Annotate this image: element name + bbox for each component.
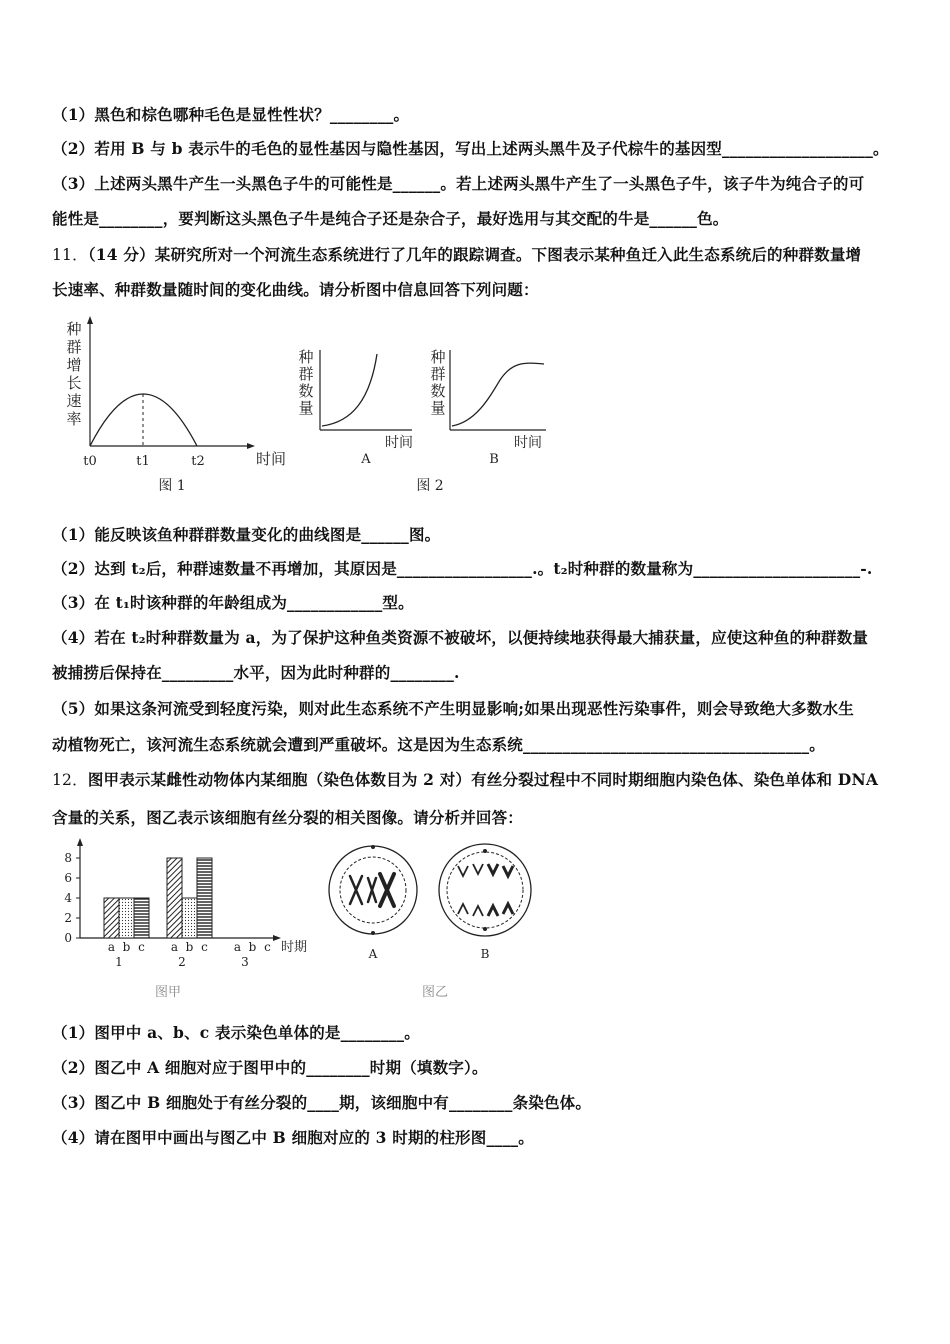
q11-sub3: （3）在 t₁时该种群的年龄组成为____________型。 (52, 593, 414, 612)
fig1-ylabel-char: 率 (66, 410, 82, 428)
q11-intro-text: （14 分）某研究所对一个河流生态系统进行了几年的跟踪调查。下图表示某种鱼迁入此生态系统后的种群数量增 (87, 245, 862, 264)
fig1-ylabel-char: 种 (66, 320, 82, 338)
fig1-y-arrow (87, 316, 93, 324)
jia-bar-a-period-2 (167, 858, 182, 938)
jia-x-label: 时期 (281, 940, 308, 955)
jia-bar-b-period-2 (182, 898, 197, 938)
q11-sub1: （1）能反映该鱼种群群数量变化的曲线图是______图。 (52, 525, 441, 544)
jia-category-label: 1 (115, 955, 123, 969)
cell-b-spindle (447, 852, 523, 928)
fig2b-x-label: 时间 (514, 435, 542, 451)
fig1-x-label: 时间 (256, 450, 287, 468)
fig1-tick-t2: t2 (191, 454, 205, 469)
fig1-x-arrow (247, 443, 255, 449)
yi-cell-b (439, 844, 531, 961)
q12-figure-jia-chart (55, 838, 330, 1008)
fig2b-s-curve (452, 363, 544, 426)
jia-caption: 图甲 (154, 985, 182, 1000)
fig1-ylabel-char: 长 (66, 374, 82, 392)
fig1-tick-t0: t0 (83, 454, 97, 469)
jia-series-label: b (248, 940, 257, 954)
fig2b-ylabel-char: 量 (430, 399, 446, 417)
jia-series-label: a (170, 940, 179, 954)
jia-bar-c-period-1 (134, 898, 149, 938)
fig2b-ylabel-char: 数 (430, 382, 446, 400)
q11-intro-line2: 长速率、种群数量随时间的变化曲线。请分析图中信息回答下列问题： (52, 280, 539, 299)
fig1-ylabel-char: 群 (66, 338, 82, 356)
jia-category-label: 3 (241, 955, 249, 969)
q11-sub4-line1: （4）若在 t₂时种群数量为 a，为了保护这种鱼类资源不被破坏，以便持续地获得最大捕获量，应使这种鱼的种群数量 (52, 628, 869, 647)
jia-x-arrow (273, 935, 281, 941)
q12-intro-line1 (52, 768, 878, 790)
q11-figure-2 (290, 340, 560, 505)
fig2a-x-label: 时间 (385, 435, 413, 451)
cell-a-centriole (371, 845, 375, 849)
jia-bar-c-period-2 (197, 858, 212, 938)
cell-b-label: B (480, 947, 490, 961)
jia-y-arrow (77, 838, 83, 846)
q11-sub2: （2）达到 t₂后，种群速数量不再增加，其原因是_________________.。t₂时种群的数量称为_____________________-. (52, 559, 873, 578)
yi-caption: 图乙 (421, 985, 449, 1000)
jia-series-label: c (264, 940, 271, 954)
jia-series-label: c (138, 940, 145, 954)
q12-intro-line2: 含量的关系，图乙表示该细胞有丝分裂的相关图像。请分析并回答： (52, 808, 524, 827)
jia-y-tick-label: 0 (64, 931, 72, 945)
jia-y-tick-label: 2 (64, 911, 72, 925)
q12-sub2: （2）图乙中 A 细胞对应于图甲中的________时期（填数字）。 (52, 1058, 488, 1077)
jia-series-label: c (201, 940, 208, 954)
cell-b-centriole (483, 927, 487, 931)
fig2b-ylabel-char: 种 (430, 348, 446, 366)
jia-bar-b-period-1 (119, 898, 134, 938)
fig1-ylabel-char: 增 (66, 356, 82, 374)
q12-number: 12． (52, 771, 88, 789)
fig2a-ylabel-char: 数 (298, 382, 314, 400)
q11-sub4-line2: 被捕捞后保持在_________水平，因为此时种群的________. (52, 663, 460, 682)
q12-sub1: （1）图甲中 a、b、c 表示染色单体的是________。 (52, 1023, 420, 1042)
q11-figure-1 (60, 312, 300, 502)
q10-sub3-line1: （3）上述两头黑牛产生一头黑色子牛的可能性是______。若上述两头黑牛产生了一头黑色子牛，该子牛为纯合子的可 (52, 174, 865, 193)
fig2a-ylabel-char: 量 (298, 399, 314, 417)
jia-series-label: b (122, 940, 131, 954)
q12-sub4: （4）请在图甲中画出与图乙中 B 细胞对应的 3 时期的柱形图____。 (52, 1128, 534, 1147)
jia-series-label: a (233, 940, 242, 954)
fig1-tick-t1: t1 (136, 454, 150, 469)
fig1-caption: 图 1 (158, 478, 186, 494)
jia-y-tick-label: 4 (64, 891, 72, 905)
fig2-caption: 图 2 (416, 478, 444, 494)
cell-b-membrane (439, 844, 531, 936)
q12-sub3: （3）图乙中 B 细胞处于有丝分裂的____期，该细胞中有________条染色体。 (52, 1093, 592, 1112)
fig2-panel-b (430, 348, 546, 467)
cell-a-chromosomes (350, 874, 394, 906)
cell-b-centriole (483, 849, 487, 853)
yi-cell-a (329, 845, 417, 961)
fig2a-panel-label: A (361, 452, 371, 467)
fig2a-ylabel-char: 群 (298, 365, 314, 383)
q11-number: 11． (52, 246, 88, 264)
cell-a-label: A (368, 947, 378, 961)
q11-sub5-line2: 动植物死亡，该河流生态系统就会遭到严重破坏。这是因为生态系统____________________________________。 (52, 735, 825, 754)
q10-sub2: （2）若用 B 与 b 表示牛的毛色的显性基因与隐性基因，写出上述两头黑牛及子代棕牛的基因型___________________。 (52, 139, 889, 158)
jia-series-label: b (185, 940, 194, 954)
q10-sub1: （1）黑色和棕色哪种毛色是显性性状？________。 (52, 105, 410, 124)
fig1-ylabel-char: 速 (66, 392, 82, 410)
jia-y-tick-label: 6 (64, 871, 72, 885)
fig2a-j-curve (322, 354, 377, 426)
fig2-panel-a (298, 348, 413, 467)
cell-b-chromosomes (458, 864, 513, 916)
fig1-y-label (66, 320, 81, 428)
q11-sub5-line1: （5）如果这条河流受到轻度污染，则对此生态系统不产生明显影响;如果出现恶性污染事件，则会导致绝大多数水生 (52, 699, 854, 718)
q12-intro-text: 图甲表示某雌性动物体内某细胞（染色体数目为 2 对）有丝分裂过程中不同时期细胞内染色体、染色单体和 DNA (87, 770, 879, 789)
q12-figure-yi (325, 838, 545, 1008)
jia-y-tick-label: 8 (64, 851, 72, 865)
jia-bar-a-period-1 (104, 898, 119, 938)
fig2b-panel-label: B (489, 452, 499, 467)
q10-sub3-line2: 能性是________，要判断这头黑色子牛是纯合子还是杂合子，最好选用与其交配的牛是______色。 (52, 209, 729, 228)
jia-category-label: 2 (178, 955, 186, 969)
q11-intro-line1 (52, 243, 861, 265)
fig2a-ylabel-char: 种 (298, 348, 314, 366)
cell-a-centriole (371, 931, 375, 935)
jia-series-label: a (107, 940, 116, 954)
fig2b-ylabel-char: 群 (430, 365, 446, 383)
